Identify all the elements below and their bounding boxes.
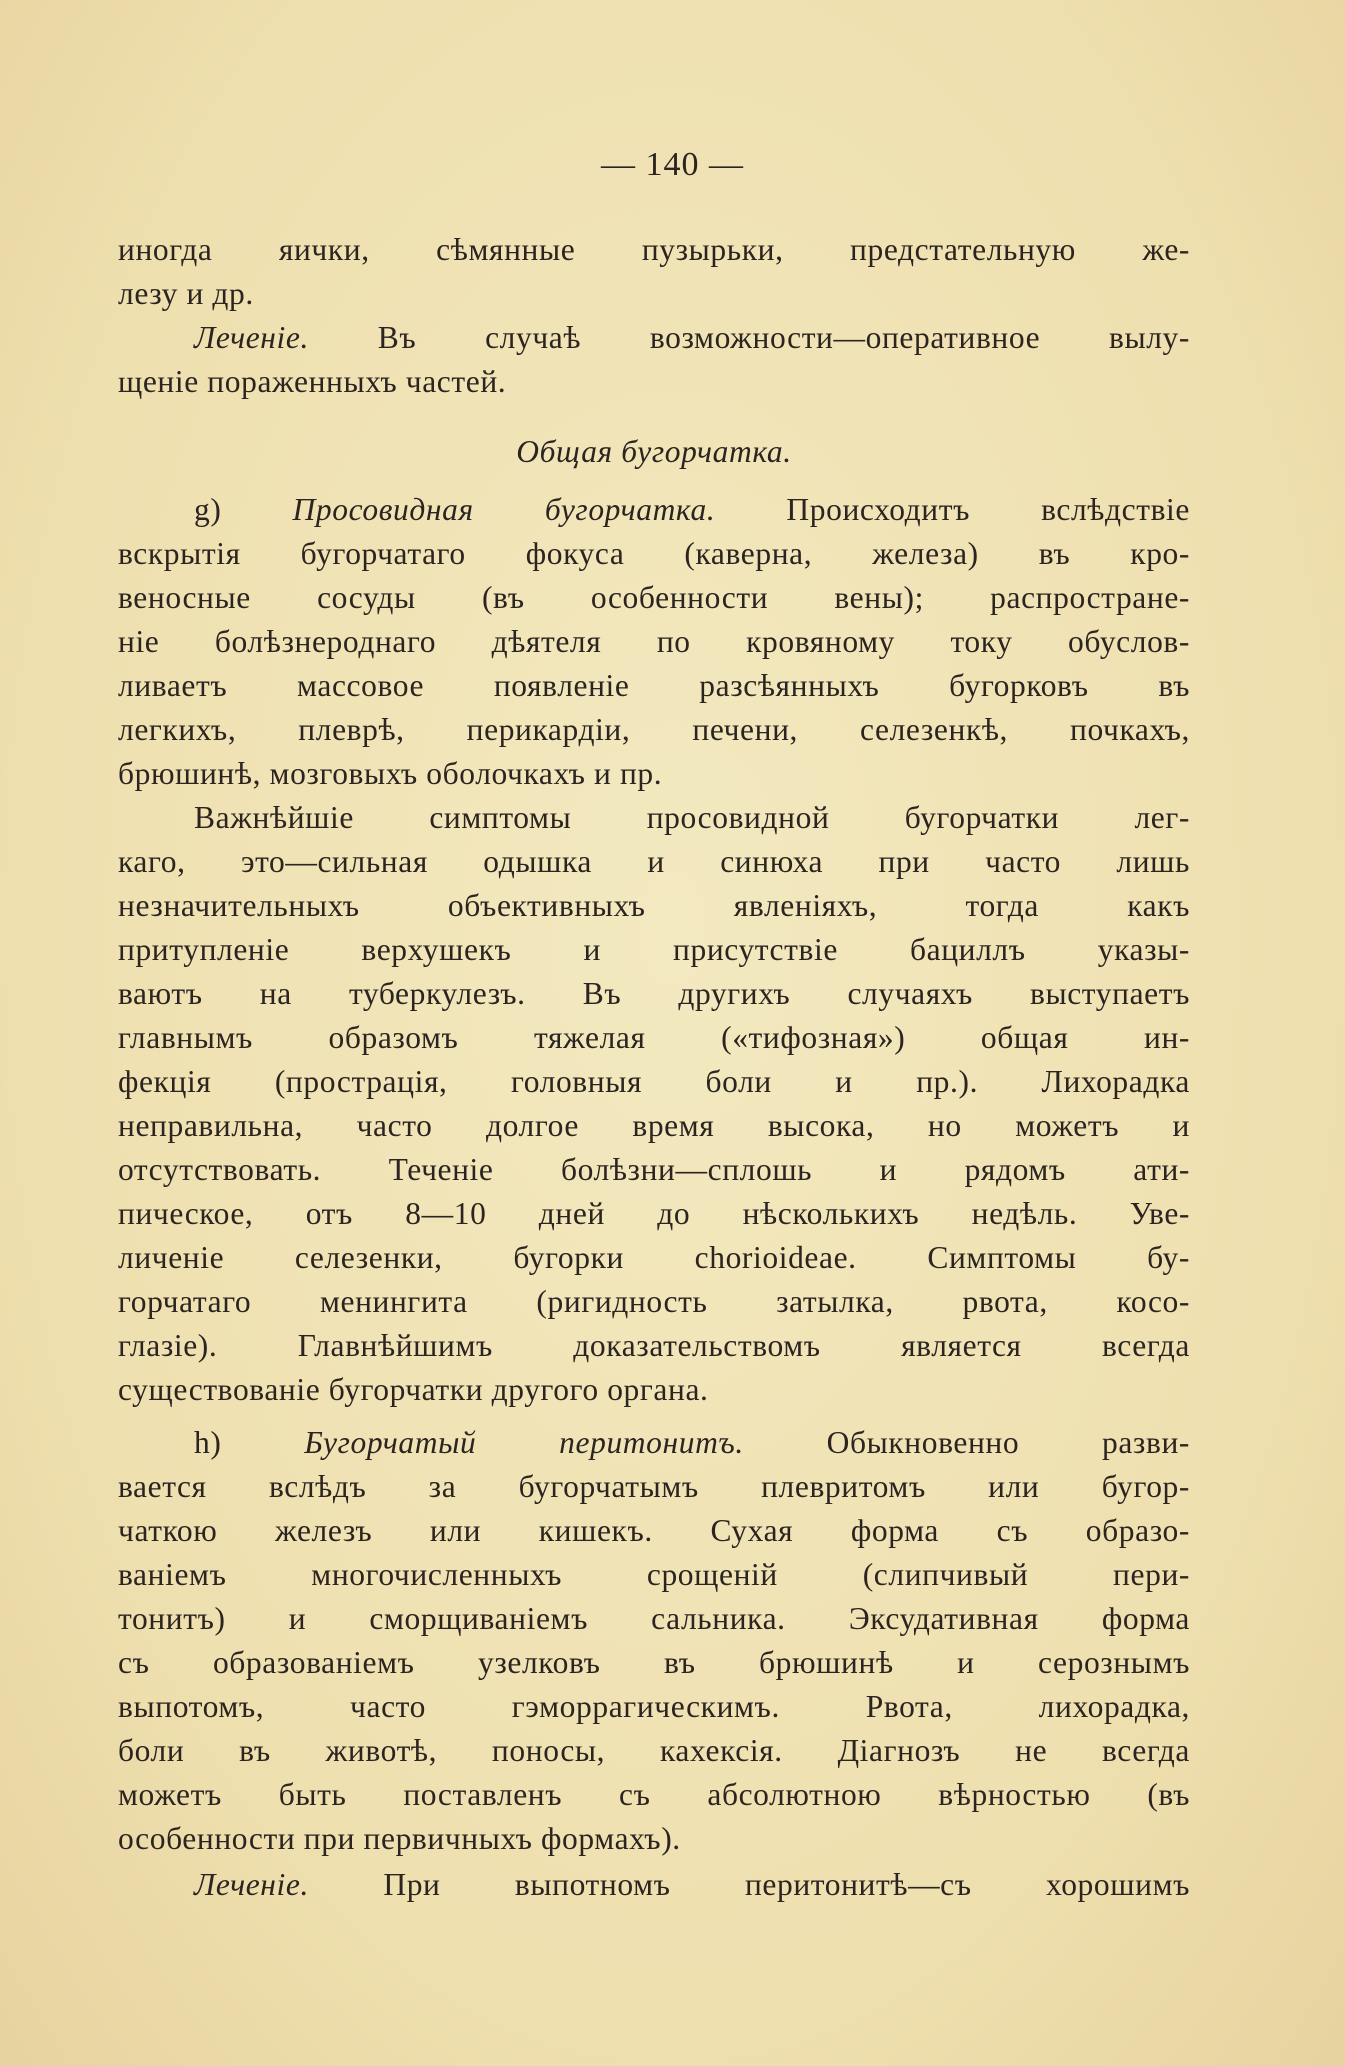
subsection-title: Просовидная бугорчатка. [221,492,716,527]
text-line: притупленіе верхушекъ и присутствіе бациллъ указы- [118,932,1190,967]
text-line: лезу и др. [118,276,254,311]
text-line: неправильна, часто долгое время высока, но можетъ и [118,1108,1190,1143]
text-line: чаткою железъ или кишекъ. Сухая форма съ образо- [118,1513,1190,1548]
text-line [118,316,1190,360]
text-line [118,1421,1190,1465]
section-label: Леченіе. [194,320,309,355]
text-line: вскрытія бугорчатаго фокуса (каверна, железа) въ кро- [118,536,1190,571]
text-line: ніе болѣзнероднаго дѣятеля по кровяному току обуслов- [118,624,1190,659]
text-line: щеніе пораженныхъ частей. [118,364,507,399]
line-text: Обыкновенно разви- [743,1425,1190,1460]
text-line: незначительныхъ объективныхъ явленіяхъ, тогда какъ [118,888,1190,923]
text-line: съ образованіемъ узелковъ въ брюшинѣ и серознымъ [118,1645,1190,1680]
text-line: существованіе бугорчатки другого органа. [118,1372,709,1407]
section-label: Леченіе. [194,1867,309,1902]
text-line: вается вслѣдъ за бугорчатымъ плевритомъ или бугор- [118,1469,1190,1504]
text-line: горчатаго менингита (ригидность затылка, рвота, косо- [118,1284,1190,1319]
text-line: ливаетъ массовое появленіе разсѣянныхъ бугорковъ въ [118,668,1190,703]
text-line: можетъ быть поставленъ съ абсолютною вѣрностью (въ [118,1777,1190,1812]
section-heading: Общая бугорчатка. [516,434,792,469]
text-line [118,488,1190,532]
text-line: ваютъ на туберкулезъ. Въ другихъ случаяхъ выступаетъ [118,976,1190,1011]
line-text: Въ случаѣ возможности—оперативное вылу- [308,320,1190,355]
text-line: каго, это—сильная одышка и синюха при часто лишь [118,844,1190,879]
text-line: ваніемъ многочисленныхъ срощеній (слипчивый пери- [118,1557,1190,1592]
text-line: тонитъ) и сморщиваніемъ сальника. Эксудативная форма [118,1601,1190,1636]
text-line: легкихъ, плеврѣ, перикардіи, печени, селезенкѣ, почкахъ, [118,712,1190,747]
text-line: веносные сосуды (въ особенности вены); распростране- [118,580,1190,615]
text-line: отсутствовать. Теченіе болѣзни—сплошь и рядомъ ати- [118,1152,1190,1187]
text-line [118,1863,1190,1907]
line-text: При выпотномъ перитонитѣ—съ хорошимъ [308,1867,1190,1902]
text-line: Важнѣйшіе симптомы просовидной бугорчатки лег- [194,800,1190,835]
text-line: главнымъ образомъ тяжелая («тифозная») общая ин- [118,1020,1190,1055]
item-letter: h) [194,1425,222,1460]
line-text: Происходитъ вслѣдствіе [715,492,1190,527]
text-line: боли въ животѣ, поносы, кахексія. Діагнозъ не всегда [118,1733,1190,1768]
subsection-title: Бугорчатый перитонитъ. [221,1425,744,1460]
text-line: личеніе селезенки, бугорки chorioideae. Симптомы бу- [118,1240,1190,1275]
text-line: брюшинѣ, мозговыхъ оболочкахъ и пр. [118,756,663,791]
text-line: фекція (прострація, головныя боли и пр.). Лихорадка [118,1064,1190,1099]
text-line: иногда яички, сѣмянные пузырьки, предстательную же- [118,232,1190,267]
text-line: пическое, отъ 8—10 дней до нѣсколькихъ недѣль. Уве- [118,1196,1190,1231]
text-line: глазіе). Главнѣйшимъ доказательствомъ является всегда [118,1328,1190,1363]
page-number: — 140 — [601,146,744,183]
text-line: выпотомъ, часто гэморрагическимъ. Рвота, лихорадка, [118,1689,1190,1724]
text-line: особенности при первичныхъ формахъ). [118,1821,681,1856]
item-letter: g) [194,492,222,527]
